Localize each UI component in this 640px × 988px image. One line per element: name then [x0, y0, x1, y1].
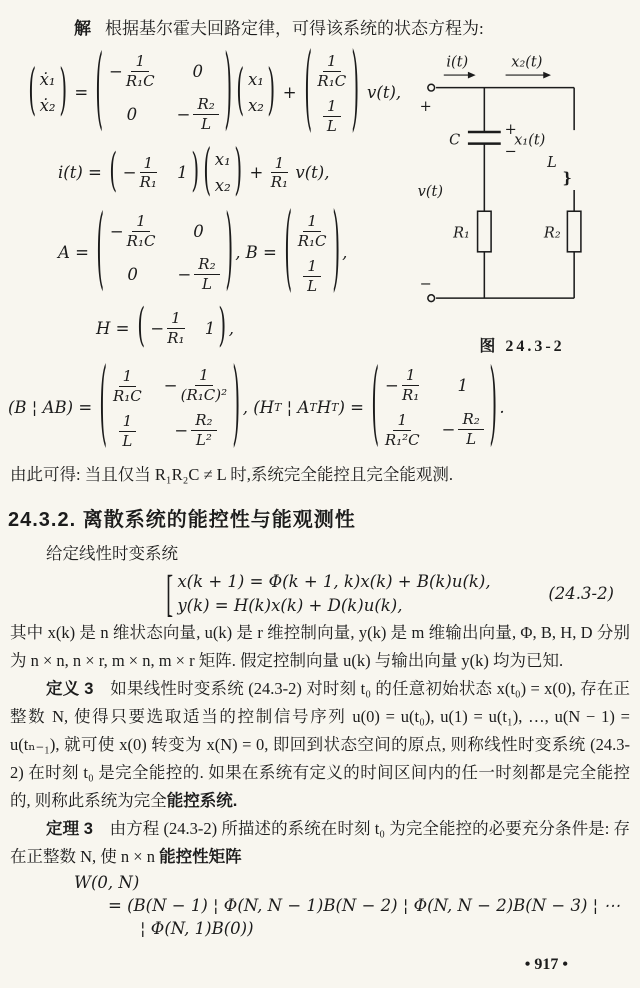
- numerator: R₂: [191, 412, 216, 431]
- math-text: ẋ₁: [39, 70, 56, 89]
- left-paren: (: [95, 39, 104, 142]
- right-paren: ): [58, 60, 67, 123]
- label-current-i: i(t): [446, 54, 469, 71]
- matrix-cell: [40, 70, 56, 89]
- fraction-stack: [181, 367, 228, 403]
- denominator: R₁: [401, 385, 420, 404]
- fraction-stack: [140, 155, 158, 191]
- matrix-cell: [175, 96, 221, 132]
- minus-sign: −: [174, 420, 189, 440]
- fraction-stack: [119, 413, 137, 449]
- content-columns: [0, 37, 640, 356]
- equation-column: [0, 37, 404, 356]
- label-current-x2: x₂(t): [511, 54, 543, 71]
- solution-intro: [74, 14, 630, 39]
- right-paren: ): [489, 353, 497, 458]
- fraction: [177, 96, 219, 132]
- label-resistor-r1: R₁: [453, 225, 470, 242]
- fraction: [385, 367, 419, 403]
- numerator: 1: [323, 53, 341, 72]
- matrix-grid: [37, 68, 59, 117]
- minus-sign: −: [385, 375, 399, 395]
- left-paren: (: [284, 197, 293, 304]
- math-text: 0: [126, 104, 138, 124]
- denominator: R₁: [270, 173, 289, 191]
- right-paren: ): [225, 199, 233, 302]
- numerator: 1: [132, 213, 150, 232]
- math-superscript: T: [331, 401, 339, 414]
- numerator: 1: [323, 98, 341, 117]
- terminal-bottom: [428, 295, 435, 302]
- denominator: R₁: [139, 173, 157, 191]
- matrix: [236, 60, 276, 123]
- matrix-grid: [145, 308, 218, 348]
- circuit-diagram: [409, 49, 635, 331]
- w-matrix-line-3: ¦ Φ(N, 1)B(0)): [140, 919, 254, 938]
- matrix-cell: [296, 211, 329, 249]
- right-paren: ): [191, 145, 199, 198]
- conclusion-paragraph: [10, 461, 630, 489]
- math-text: ,: [342, 243, 348, 262]
- conclusion-text: 由此可得: 当且仅当 R₁R₂C ≠ L 时,系统完全能控且完全能观测.: [10, 465, 454, 484]
- matrix-cell: [440, 411, 486, 447]
- fraction: [298, 213, 327, 249]
- fraction-stack: [113, 368, 142, 404]
- equation-state-space: [26, 37, 404, 144]
- matrix-cell: [121, 155, 159, 191]
- fraction-stack: [385, 412, 420, 448]
- matrix-cell: [40, 96, 56, 115]
- numerator: 1: [303, 258, 321, 277]
- label-inductor-l: L: [547, 154, 557, 171]
- minus-sign: −: [122, 163, 137, 182]
- math-text: v(t),: [361, 83, 402, 102]
- matrix-cell: [383, 410, 422, 448]
- minus-sign: −: [176, 104, 191, 124]
- denominator: R₁C: [126, 231, 156, 250]
- math-text: H: [316, 398, 332, 417]
- matrix-grid: [380, 365, 489, 450]
- minus-sign: −: [109, 61, 123, 81]
- denominator: R₁C: [125, 71, 155, 90]
- source-minus-sign: −: [419, 276, 432, 293]
- math-text: =: [69, 83, 94, 102]
- math-text: 1: [204, 318, 216, 338]
- matrix-cell: [248, 96, 264, 115]
- math-text: x₂: [247, 96, 264, 115]
- system-line-2: y(k) = H(k)x(k) + D(k)u(k),: [177, 596, 403, 615]
- system-bracket: [: [166, 563, 174, 622]
- solution-label: 解: [74, 19, 91, 38]
- fraction-stack: [323, 98, 341, 134]
- definition-3-label: 定义 3: [46, 680, 94, 698]
- numerator: 1: [119, 413, 137, 432]
- matrix-cell: [127, 265, 138, 284]
- right-paren: ): [218, 300, 227, 354]
- system-equation: [166, 563, 614, 622]
- left-paren: (: [109, 145, 118, 198]
- system-equation-lines: [177, 572, 490, 615]
- fraction-stack: [193, 96, 218, 132]
- denominator: R₁C: [317, 71, 347, 90]
- math-text: 0: [192, 61, 203, 81]
- w-matrix-line-2: = (B(N − 1) ¦ Φ(N, N − 1)B(N − 2) ¦ Φ(N, N − 2)B(N − 3) ¦ ⋯: [108, 896, 620, 915]
- matrix-cell: [215, 176, 231, 195]
- matrix-cell: [457, 376, 468, 395]
- matrix-grid: [104, 51, 224, 134]
- matrix: [203, 140, 242, 203]
- fraction-stack: [126, 53, 155, 89]
- capacitor-plus-sign: +: [504, 121, 517, 138]
- math-text: , (H: [242, 398, 275, 417]
- matrix-cell: [177, 163, 188, 182]
- minus-sign: −: [441, 419, 456, 439]
- denominator: L: [201, 114, 212, 133]
- right-paren: ): [331, 197, 340, 304]
- numerator: 1: [195, 367, 213, 386]
- equation-number: (24.3-2): [548, 584, 614, 603]
- page-number: • 917 •: [524, 956, 568, 973]
- denominator: L: [326, 116, 337, 135]
- fraction: [177, 256, 219, 292]
- denominator: R₁: [167, 328, 185, 347]
- fraction: [109, 53, 155, 89]
- terminal-top: [428, 84, 435, 91]
- left-paren: (: [203, 140, 212, 203]
- arrowhead-x2: [543, 72, 551, 79]
- label-state-x1: x₁(t): [514, 132, 546, 149]
- figure-caption: 图 24.3-2: [479, 338, 565, 355]
- math-text: ) =: [338, 398, 370, 417]
- matrix: [28, 60, 67, 123]
- definition-3-paragraph: [10, 675, 630, 815]
- math-text: A =: [58, 243, 95, 262]
- definition-3-text: 如果线性时变系统 (24.3-2) 对时刻 t₀ 的任意初始状态 x(t₀) = x(0), 存在正整数 N, 使得只要选取适当的控制信号序列 u(0) = u(t₀), u(1) = u(t₁), …, u(N − 1) = u(tₙ₋₁), 就可使 x(0) 转变为 x(N) = 0, 即回到状态空间的原点, 则称线性时变系统 (24.3-2) 在时刻 t₀ 是完全能控的. 如果在系统有定义的时间区间内的任一时刻都是完全能控的, 则称此系统为完全: [10, 679, 630, 810]
- definition-3-bold-term: 能控系统.: [166, 792, 238, 810]
- left-paren: (: [28, 60, 37, 123]
- left-paren: (: [371, 353, 380, 458]
- math-text: 1: [177, 163, 188, 182]
- matrix: [284, 197, 340, 304]
- numerator: 1: [140, 155, 158, 174]
- section-number: 24.3.2.: [8, 509, 77, 531]
- resistor-r2-body: [567, 211, 581, 252]
- fraction-stack: [271, 155, 289, 191]
- math-text: (B ¦ AB) =: [8, 398, 98, 417]
- matrix-cell: [117, 411, 139, 449]
- matrix-cell: [315, 51, 348, 89]
- fraction: [113, 368, 142, 404]
- matrix-cell: [175, 256, 221, 292]
- matrix-cell: [107, 53, 157, 89]
- numerator: 1: [167, 310, 185, 329]
- dimensions-paragraph: [10, 619, 630, 675]
- equation-h-matrix: [96, 300, 404, 354]
- matrix-cell: [248, 70, 264, 89]
- w-matrix-line-1: W(0, N): [74, 873, 140, 892]
- fraction: [123, 155, 157, 191]
- fraction: [110, 213, 156, 249]
- matrix-cell: [127, 105, 138, 124]
- matrix: [137, 300, 227, 354]
- matrix-grid: [212, 148, 234, 197]
- minus-sign: −: [177, 264, 192, 284]
- right-paren: ): [232, 352, 241, 459]
- matrix-cell: [148, 310, 186, 346]
- arrowhead-i: [468, 72, 476, 79]
- math-text: +: [244, 163, 269, 182]
- fraction-stack: [458, 411, 483, 447]
- matrix-grid: [108, 364, 232, 451]
- numerator: 1: [271, 155, 289, 174]
- fraction: [323, 98, 341, 134]
- matrix-cell: [383, 367, 421, 403]
- math-text: 0: [193, 221, 204, 241]
- source-plus-sign: +: [419, 98, 432, 115]
- matrix: [371, 353, 497, 458]
- matrix-cell: [172, 412, 218, 448]
- math-text: ¦ A: [281, 398, 310, 417]
- math-text: x₁: [214, 150, 231, 169]
- system-line-1: x(k + 1) = Φ(k + 1, k)x(k) + B(k)u(k),: [177, 572, 491, 591]
- matrix-grid: [245, 68, 267, 117]
- right-paren: ): [234, 140, 242, 203]
- math-text: x₂: [214, 176, 231, 195]
- minus-sign: −: [150, 318, 165, 338]
- fraction-stack: [127, 213, 156, 249]
- theorem-3-text: 由方程 (24.3-2) 所描述的系统在时刻 t₀ 为完全能控的必要充分条件是: 存在正整数 N, 使 n × n: [10, 819, 630, 866]
- math-text: H =: [96, 318, 135, 338]
- matrix-cell: [215, 150, 231, 169]
- system-intro-text: 给定线性时变系统: [46, 544, 178, 563]
- fraction: [385, 412, 420, 448]
- equation-a-b-matrices: [58, 197, 404, 304]
- fraction-stack: [194, 256, 219, 292]
- denominator: L: [122, 431, 133, 450]
- fraction-stack: [167, 310, 185, 346]
- capacitor-minus-sign: −: [504, 144, 517, 161]
- matrix-cell: [192, 62, 203, 81]
- section-title: 离散系统的能控性与能观测性: [82, 509, 356, 531]
- numerator: R₂: [458, 411, 483, 430]
- math-text: .: [499, 398, 505, 417]
- left-paren: (: [137, 300, 145, 354]
- system-intro-line: [10, 540, 630, 568]
- fraction: [174, 412, 216, 448]
- numerator: 1: [303, 213, 321, 232]
- math-text: ẋ₂: [39, 96, 56, 115]
- fraction: [303, 258, 321, 294]
- math-text: , B =: [235, 243, 283, 262]
- fraction-stack: [303, 258, 321, 294]
- matrix: [96, 199, 233, 302]
- fraction: [271, 155, 289, 191]
- label-voltage-v: v(t): [417, 183, 443, 200]
- numerator: R₂: [193, 96, 218, 115]
- right-paren: ): [267, 60, 276, 123]
- theorem-3-paragraph: [10, 815, 630, 871]
- fraction: [442, 411, 484, 447]
- math-text: 0: [127, 264, 138, 284]
- theorem-3-label: 定理 3: [46, 820, 93, 838]
- left-paren: (: [304, 37, 312, 144]
- math-text: i(t) =: [58, 163, 108, 182]
- left-paren: (: [236, 60, 245, 123]
- math-superscript: T: [309, 401, 317, 414]
- matrix-cell: [193, 222, 204, 241]
- matrix-cell: [111, 366, 144, 404]
- numerator: 1: [119, 368, 137, 387]
- dimensions-text: 其中 x(k) 是 n 维状态向量, u(k) 是 r 维控制向量, y(k) 是 m 维输出向量, Φ, B, H, D 分别为 n × n, n × r, m × n, m × r 矩阵. 假定控制向量 u(k) 与输出向量 y(k) 均为已知.: [10, 623, 630, 670]
- fraction-stack: [298, 213, 327, 249]
- matrix: [109, 145, 199, 198]
- fraction: [317, 53, 346, 89]
- denominator: L: [307, 276, 318, 295]
- denominator: R₁C: [113, 386, 142, 405]
- solution-intro-text: 根据基尔霍夫回路定律，可得该系统的状态方程为:: [105, 19, 484, 38]
- matrix-cell: [301, 256, 323, 294]
- denominator: R₁²C: [384, 430, 420, 449]
- section-heading: [8, 503, 640, 532]
- fraction-stack: [191, 412, 216, 448]
- denominator: L: [201, 274, 212, 293]
- fraction-stack: [402, 367, 420, 403]
- matrix: [304, 37, 360, 144]
- matrix-cell: [321, 96, 343, 134]
- denominator: (R₁C)²: [180, 385, 228, 404]
- label-resistor-r2: R₂: [543, 225, 561, 242]
- fraction: [150, 310, 184, 346]
- matrix-cell: [162, 367, 229, 403]
- matrix: [95, 39, 232, 142]
- math-text: v(t),: [290, 163, 330, 182]
- left-paren: (: [99, 352, 108, 459]
- math-text: +: [277, 83, 302, 102]
- denominator: L²: [195, 430, 212, 449]
- numerator: R₂: [194, 256, 219, 275]
- left-paren: (: [96, 199, 105, 302]
- denominator: L: [466, 429, 477, 448]
- right-paren: ): [351, 37, 360, 144]
- denominator: R₁C: [297, 231, 327, 250]
- equation-controllability-matrices: [8, 352, 640, 459]
- fraction: [119, 413, 137, 449]
- math-text: x₁: [247, 70, 264, 89]
- numerator: 1: [402, 367, 420, 386]
- math-text: 1: [457, 375, 468, 395]
- equation-output-i: [58, 140, 404, 203]
- numerator: 1: [131, 53, 149, 72]
- matrix-cell: [205, 319, 216, 338]
- theorem-3-bold-term: 能控性矩阵: [159, 848, 242, 866]
- resistor-r1-body: [478, 211, 492, 252]
- matrix-grid: [293, 209, 332, 296]
- fraction: [164, 367, 227, 403]
- matrix-cell: [108, 213, 158, 249]
- right-paren: ): [224, 39, 232, 142]
- label-capacitor-c: C: [449, 132, 461, 149]
- math-superscript: T: [274, 401, 282, 414]
- minus-sign: −: [109, 221, 124, 241]
- fraction-stack: [317, 53, 346, 89]
- minus-sign: −: [163, 375, 178, 395]
- matrix-grid: [118, 153, 191, 193]
- matrix-grid: [105, 211, 225, 294]
- matrix-grid: [312, 49, 351, 136]
- inductor-coil-glyph: }: [562, 170, 572, 188]
- numerator: 1: [393, 412, 411, 431]
- circuit-figure: [404, 41, 640, 356]
- matrix: [99, 352, 241, 459]
- math-text: ,: [228, 318, 235, 338]
